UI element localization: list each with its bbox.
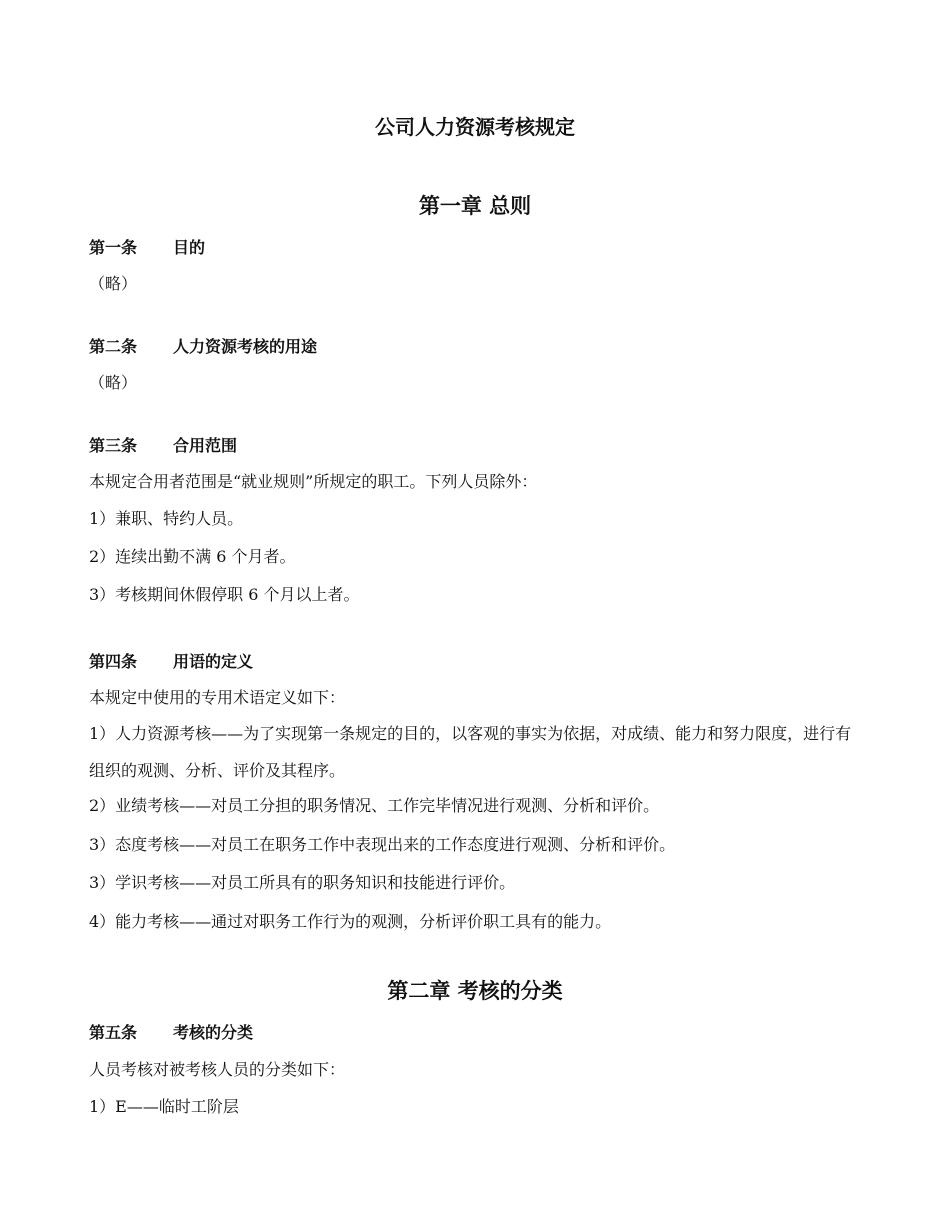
article-5-item: 1）E——临时工阶层 [89, 1097, 239, 1116]
article-1-name: 目的 [173, 238, 206, 257]
document-title: 公司人力资源考核规定 [375, 115, 575, 139]
article-3-intro: 本规定合用者范围是“就业规则”所规定的职工。下列人员除外： [89, 472, 538, 491]
article-1-number: 第一条 [89, 238, 138, 257]
article-3-heading [89, 434, 237, 458]
article-3-item: 1）兼职、特约人员。 [89, 509, 244, 528]
article-2-number: 第二条 [89, 337, 138, 356]
article-1-heading [89, 236, 205, 260]
article-5-intro: 人员考核对被考核人员的分类如下： [89, 1060, 346, 1079]
article-3-name: 合用范围 [173, 436, 238, 455]
article-4-heading [89, 650, 253, 674]
article-4-intro: 本规定中使用的专用术语定义如下： [89, 688, 346, 707]
article-3-item: 3）考核期间休假停职 6 个月以上者。 [89, 585, 360, 604]
article-2-name: 人力资源考核的用途 [173, 337, 318, 356]
article-1-body: （略） [89, 274, 138, 293]
article-4-item: 3）学识考核——对员工所具有的职务知识和技能进行评价。 [89, 873, 516, 892]
article-4-item: 3）态度考核——对员工在职务工作中表现出来的工作态度进行观测、分析和评价。 [89, 835, 676, 854]
article-2-heading [89, 335, 317, 359]
chapter-2-title: 第二章 考核的分类 [387, 979, 563, 1003]
article-4-number: 第四条 [89, 652, 138, 671]
article-4-item: 2）业绩考核——对员工分担的职务情况、工作完毕情况进行观测、分析和评价。 [89, 796, 660, 815]
article-4-item: 4）能力考核——通过对职务工作行为的观测，分析评价职工具有的能力。 [89, 912, 612, 931]
article-4-name: 用语的定义 [173, 652, 254, 671]
article-3-number: 第三条 [89, 436, 138, 455]
article-2-body: （略） [89, 373, 138, 392]
article-3-item: 2）连续出勤不满 6 个月者。 [89, 547, 296, 566]
article-5-name: 考核的分类 [173, 1023, 254, 1042]
article-4-item: 1）人力资源考核——为了实现第一条规定的目的，以客观的事实为依据，对成绩、能力和努力限度，进行有组织的观测、分析、评价及其程序。 [89, 724, 852, 780]
chapter-1-title: 第一章 总则 [418, 194, 532, 218]
article-5-number: 第五条 [89, 1023, 138, 1042]
article-5-heading [89, 1021, 253, 1045]
